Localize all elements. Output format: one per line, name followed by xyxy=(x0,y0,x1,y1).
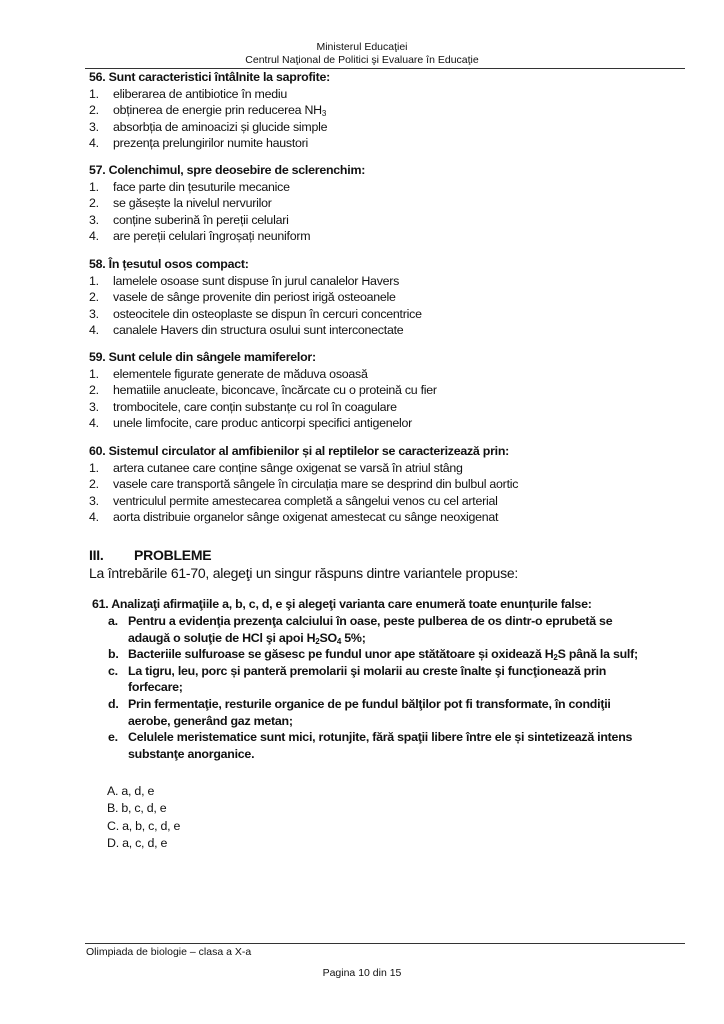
answer-text: canalele Havers din structura osului sunt interconectate xyxy=(113,323,404,338)
answer-number: 3. xyxy=(89,399,99,414)
answer-number: 1. xyxy=(89,366,99,381)
answer-item xyxy=(89,366,368,383)
question-block xyxy=(89,349,437,432)
answer-number: 4. xyxy=(89,136,99,151)
footer-title: Olimpiada de biologie – clasa a X-a xyxy=(86,946,252,958)
question-title: 60. Sistemul circulator al amfibienilor și al reptilelor se caracterizează prin: xyxy=(89,444,510,458)
header-center: Centrul Naţional de Politici şi Evaluare în Educaţie xyxy=(245,54,479,66)
answer-number: 4. xyxy=(89,323,99,338)
answer-number: 3. xyxy=(89,212,99,227)
section-instruction: La întrebările 61-70, alegeţi un singur răspuns dintre variantele propuse: xyxy=(89,565,519,581)
answer-item xyxy=(89,212,365,229)
question-title: 56. Sunt caracteristici întâlnite la saprofite: xyxy=(89,70,330,84)
question-block xyxy=(89,69,330,152)
answer-item xyxy=(89,119,330,136)
statement-text: adaugă o soluţie de HCl şi apoi $H_2SO_4$ 5%; xyxy=(128,630,366,646)
answer-text: conține suberină în pereții celulari xyxy=(113,212,289,227)
answer-number: 1. xyxy=(89,86,99,101)
answer-item xyxy=(89,86,330,103)
answer-item xyxy=(89,135,330,152)
answer-text: artera cutanee care conține sânge oxigenat se varsă în atriul stâng xyxy=(113,460,463,475)
answer-text: obținerea de energie prin reducerea $NH_3$ xyxy=(113,103,327,119)
statement-text: forfecare; xyxy=(128,680,183,695)
statement-text: Pentru a evidenţia prezenţa calciului în oase, peste pulberea de os dintr-o eprubetă se xyxy=(128,614,613,628)
statement-letter: e. xyxy=(108,730,118,745)
answer-text: trombocitele, care conțin substanțe cu rol în coagulare xyxy=(113,399,397,414)
statement-letter: a. xyxy=(108,614,118,628)
question-block xyxy=(89,162,365,245)
statement-text: substanţe anorganice. xyxy=(128,746,255,761)
option-d: D. a, c, d, e xyxy=(107,836,168,850)
statement-letter: b. xyxy=(108,647,119,662)
answer-text: absorbția de aminoacizi și glucide simple xyxy=(113,119,328,134)
answer-item xyxy=(89,228,365,245)
answer-item xyxy=(89,289,396,306)
question-block xyxy=(89,256,422,339)
answer-item xyxy=(89,399,397,416)
section-title: PROBLEME xyxy=(134,547,212,563)
answer-item xyxy=(89,415,413,432)
question-block xyxy=(89,443,519,526)
statement-text: aerobe, generând gaz metan; xyxy=(128,713,293,728)
answer-text: aorta distribuie organelor sânge oxigenat amestecat cu sânge neoxigenat xyxy=(113,510,499,525)
answer-number: 3. xyxy=(89,119,99,134)
answer-text: unele limfocite, care produc anticorpi specifici antigenelor xyxy=(113,416,413,431)
answer-item xyxy=(89,460,509,477)
footer-divider xyxy=(85,943,685,944)
statement-letter: c. xyxy=(108,663,118,678)
question-title: 59. Sunt celule din sângele mamiferelor: xyxy=(89,350,316,364)
answer-text: ventriculul permite amestecarea completă a sângelui venos cu cel arterial xyxy=(113,493,498,508)
answer-text: hematiile anucleate, biconcave, încărcate cu o proteină cu fier xyxy=(113,383,437,398)
answer-number: 2. xyxy=(89,103,99,118)
answer-item xyxy=(89,509,509,526)
answer-item xyxy=(89,322,404,339)
answer-text: vasele de sânge provenite din periost irigă osteoanele xyxy=(113,290,396,305)
answer-number: 1. xyxy=(89,273,99,288)
question-title: 58. În țesutul osos compact: xyxy=(89,257,249,271)
statement-text: La tigru, leu, porc și panteră premolarii şi molarii au creste înalte şi funcţionează prin xyxy=(128,663,607,678)
answer-number: 3. xyxy=(89,306,99,321)
statement-letter: d. xyxy=(108,696,119,711)
answer-number: 2. xyxy=(89,383,99,398)
answer-item xyxy=(89,493,509,510)
answer-item xyxy=(89,273,400,290)
statement-text: Prin fermentaţie, resturile organice de pe fundul bălţilor pot fi transformate, în condiţii xyxy=(128,696,611,711)
answer-number: 3. xyxy=(89,493,99,508)
page-number: Pagina 10 din 15 xyxy=(322,967,402,979)
answer-item xyxy=(89,306,422,323)
option-b: B. b, c, d, e xyxy=(107,801,167,815)
answer-text: face parte din țesuturile mecanice xyxy=(113,179,290,194)
answer-number: 4. xyxy=(89,416,99,431)
answer-text: prezența prelungirilor numite haustori xyxy=(113,136,309,151)
answer-text: lamelele osoase sunt dispuse în jurul canalelor Havers xyxy=(113,273,400,288)
answer-text: are pereții celulari îngroșați neuniform xyxy=(113,229,311,244)
answer-item xyxy=(89,102,330,119)
statement-text: Bacteriile sulfuroase se găsesc pe fundul unor ape stătătoare și oxidează $H_2S$ până la sulf; xyxy=(128,647,638,663)
answer-text: elementele figurate generate de măduva osoasă xyxy=(113,366,368,381)
section-number: III. xyxy=(89,547,104,563)
answer-text: se găsește la nivelul nervurilor xyxy=(113,196,272,211)
answer-number: 4. xyxy=(89,229,99,244)
statement-text: Celulele meristematice sunt mici, rotunjite, fără spaţii libere între ele și sintetizează intens xyxy=(128,730,633,745)
option-c: C. a, b, c, d, e xyxy=(107,819,181,833)
answer-text: eliberarea de antibiotice în mediu xyxy=(113,86,288,101)
answer-text: osteocitele din osteoplaste se dispun în cercuri concentrice xyxy=(113,306,422,321)
answer-item xyxy=(89,179,365,196)
option-a: A. a, d, e xyxy=(107,784,155,798)
answer-text: vasele care transportă sângele în circulația mare se desprind din bulbul aortic xyxy=(113,477,519,492)
answer-number: 2. xyxy=(89,290,99,305)
question-title: 57. Colenchimul, spre deosebire de sclerenchim: xyxy=(89,163,366,177)
answer-item xyxy=(89,476,519,493)
answer-item xyxy=(89,382,437,399)
answer-number: 2. xyxy=(89,477,99,492)
answer-number: 1. xyxy=(89,460,99,475)
answer-number: 2. xyxy=(89,196,99,211)
answer-number: 4. xyxy=(89,510,99,525)
header-ministry: Ministerul Educaţiei xyxy=(316,41,408,53)
answer-item xyxy=(89,195,365,212)
answer-number: 1. xyxy=(89,179,99,194)
question-61-title: 61. Analizaţi afirmaţiile a, b, c, d, e şi alegeţi varianta care enumeră toate enunțurile false: xyxy=(92,597,592,611)
